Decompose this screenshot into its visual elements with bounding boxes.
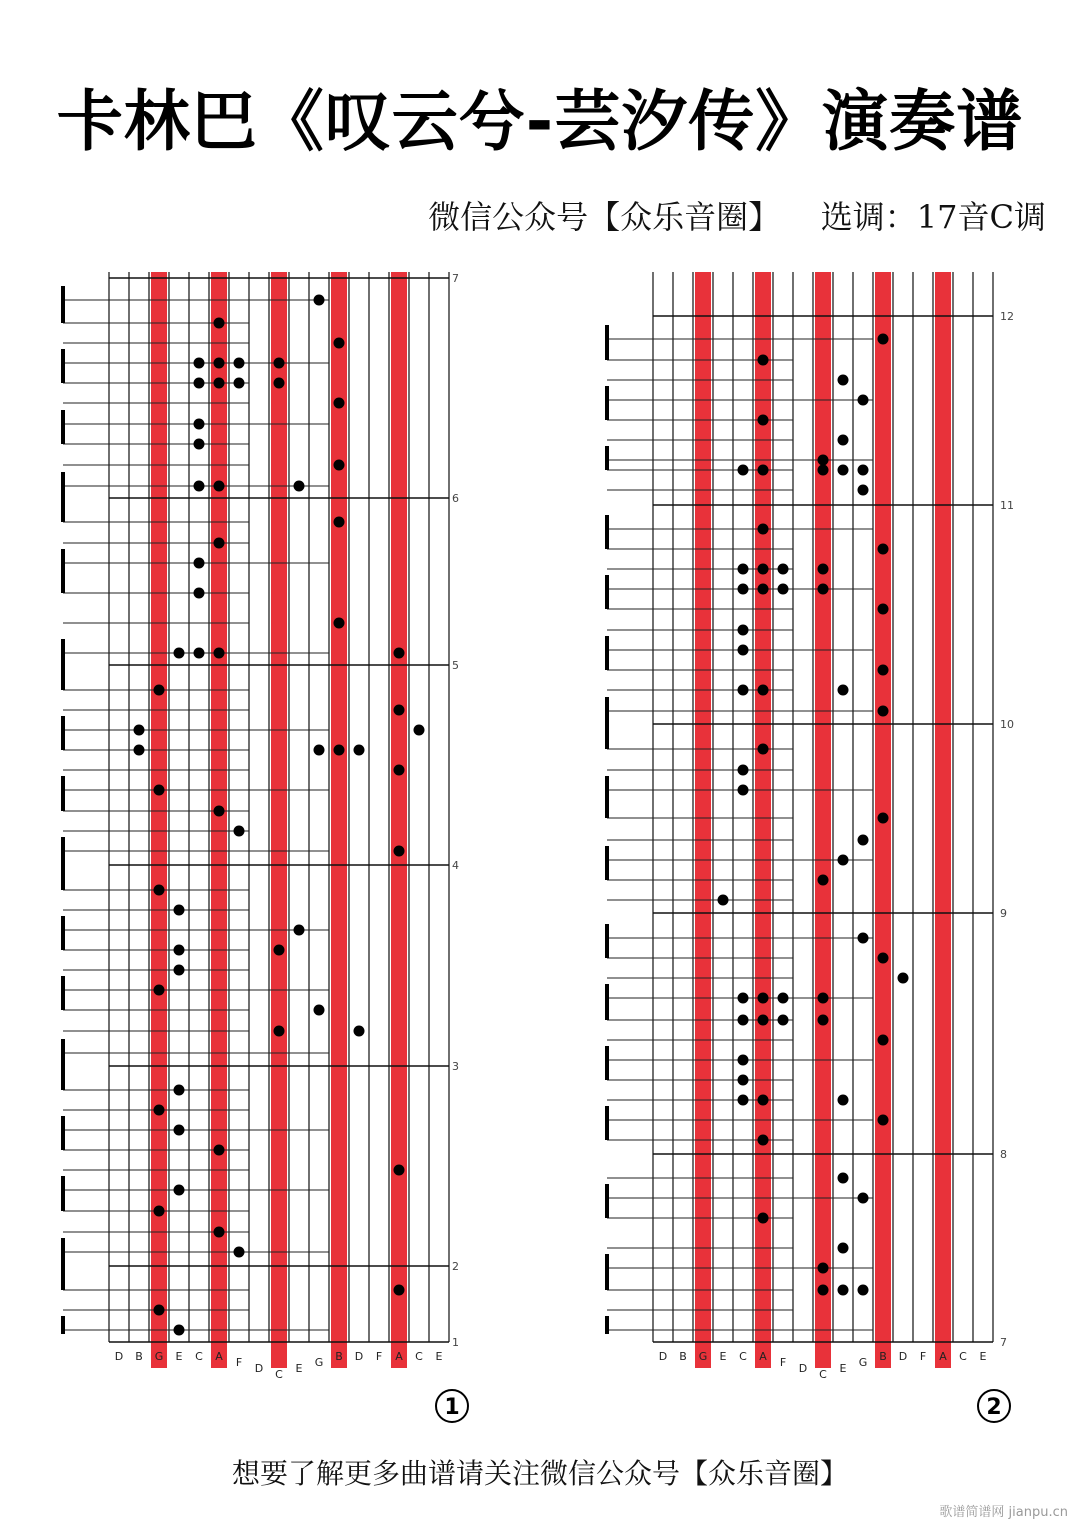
note-dot (334, 517, 345, 528)
measure-number: 4 (452, 859, 459, 872)
note-dot (738, 993, 749, 1004)
note-dot (818, 564, 829, 575)
note-dot (838, 435, 849, 446)
note-dot (738, 1015, 749, 1026)
rhythm-beam (605, 325, 609, 360)
red-tine (755, 272, 771, 1368)
tine-label: A (759, 1350, 767, 1363)
note-dot (758, 744, 769, 755)
tine-label: F (235, 1356, 243, 1369)
note-dot (778, 1015, 789, 1026)
note-dot (878, 1115, 889, 1126)
tine-label: E (295, 1362, 303, 1375)
tine-label: C (415, 1350, 423, 1363)
note-dot (758, 415, 769, 426)
note-dot (174, 905, 185, 916)
note-dot (214, 648, 225, 659)
note-dot (174, 1085, 185, 1096)
measure-number: 2 (452, 1260, 459, 1273)
note-dot (334, 398, 345, 409)
note-dot (818, 455, 829, 466)
note-dot (194, 648, 205, 659)
note-dot (154, 1305, 165, 1316)
note-dot (738, 765, 749, 776)
watermark: 歌谱简谱网 jianpu.cn (939, 1505, 1068, 1520)
note-dot (818, 1263, 829, 1274)
note-dot (214, 806, 225, 817)
tine-label: G (858, 1356, 868, 1369)
note-dot (194, 419, 205, 430)
rhythm-beam (61, 1116, 65, 1150)
red-tine (331, 272, 347, 1368)
tine-label: A (395, 1350, 403, 1363)
note-dot (758, 564, 769, 575)
note-dot (818, 993, 829, 1004)
note-dot (234, 378, 245, 389)
tine-label: B (879, 1350, 887, 1363)
red-tine (935, 272, 951, 1368)
note-dot (174, 648, 185, 659)
subtitle: 微信公众号【众乐音圈】 选调：17音C调 (428, 198, 1046, 236)
note-dot (294, 481, 305, 492)
rhythm-beam (61, 1238, 65, 1290)
note-dot (314, 295, 325, 306)
note-dot (878, 665, 889, 676)
note-dot (818, 875, 829, 886)
red-tine (391, 272, 407, 1368)
note-dot (354, 1026, 365, 1037)
note-dot (154, 1206, 165, 1217)
tine-label: G (314, 1356, 324, 1369)
note-dot (394, 846, 405, 857)
red-tine (271, 272, 287, 1368)
note-dot (758, 993, 769, 1004)
tine-label: E (175, 1350, 183, 1363)
rhythm-beam (61, 349, 65, 383)
note-dot (818, 1015, 829, 1026)
rhythm-beam (61, 1039, 65, 1090)
note-dot (174, 1185, 185, 1196)
measure-number: 7 (1000, 1336, 1007, 1349)
note-dot (354, 745, 365, 756)
rhythm-beam (605, 697, 609, 749)
tine-label: E (719, 1350, 727, 1363)
note-dot (334, 618, 345, 629)
measure-number: 5 (452, 659, 459, 672)
measure-number: 3 (452, 1060, 459, 1073)
red-tine (815, 272, 831, 1368)
note-dot (738, 564, 749, 575)
note-dot (758, 1135, 769, 1146)
rhythm-beam (605, 515, 609, 549)
note-dot (718, 895, 729, 906)
rhythm-beam (605, 1106, 609, 1140)
tine-label: C (819, 1368, 827, 1381)
measure-number: 9 (1000, 907, 1007, 920)
note-dot (274, 945, 285, 956)
note-dot (274, 1026, 285, 1037)
note-dot (818, 1285, 829, 1296)
note-dot (394, 765, 405, 776)
tine-label: F (375, 1350, 383, 1363)
note-dot (838, 1173, 849, 1184)
rhythm-beam (605, 776, 609, 818)
note-dot (154, 685, 165, 696)
tine-label: C (959, 1350, 967, 1363)
note-dot (738, 645, 749, 656)
note-dot (838, 1095, 849, 1106)
note-dot (878, 706, 889, 717)
rhythm-beam (605, 1254, 609, 1290)
note-dot (294, 925, 305, 936)
note-dot (838, 1243, 849, 1254)
note-dot (394, 1165, 405, 1176)
measure-number: 7 (452, 272, 459, 285)
note-dot (738, 625, 749, 636)
tine-label: B (679, 1350, 687, 1363)
note-dot (274, 358, 285, 369)
note-dot (194, 378, 205, 389)
measure-number: 8 (1000, 1148, 1007, 1161)
tine-label: E (839, 1362, 847, 1375)
rhythm-beam (61, 716, 65, 750)
note-dot (738, 1075, 749, 1086)
note-dot (878, 604, 889, 615)
note-dot (878, 813, 889, 824)
panel-badge: 2 (986, 1395, 1002, 1420)
note-dot (778, 564, 789, 575)
rhythm-beam (61, 286, 65, 323)
note-dot (738, 1095, 749, 1106)
measure-number: 6 (452, 492, 459, 505)
note-dot (858, 465, 869, 476)
rhythm-beam (605, 575, 609, 609)
rhythm-beam (61, 916, 65, 950)
red-tine (151, 272, 167, 1368)
note-dot (334, 745, 345, 756)
rhythm-beam (605, 386, 609, 420)
note-dot (334, 338, 345, 349)
tine-label: D (658, 1350, 668, 1363)
measure-number: 12 (1000, 310, 1014, 323)
tine-label: G (698, 1350, 708, 1363)
tine-label: G (154, 1350, 164, 1363)
note-dot (174, 1125, 185, 1136)
note-dot (858, 1285, 869, 1296)
tine-label: D (354, 1350, 364, 1363)
note-dot (878, 1035, 889, 1046)
note-dot (394, 705, 405, 716)
rhythm-beam (61, 410, 65, 444)
rhythm-beam (61, 976, 65, 1010)
note-dot (778, 993, 789, 1004)
note-dot (758, 524, 769, 535)
note-dot (778, 584, 789, 595)
rhythm-beam (61, 549, 65, 593)
rhythm-beam (61, 472, 65, 522)
rhythm-beam (61, 639, 65, 690)
tine-label: C (195, 1350, 203, 1363)
tine-label: B (135, 1350, 143, 1363)
note-dot (758, 584, 769, 595)
note-dot (838, 375, 849, 386)
note-dot (214, 481, 225, 492)
note-dot (314, 1005, 325, 1016)
note-dot (194, 558, 205, 569)
tine-label: C (275, 1368, 283, 1381)
note-dot (838, 465, 849, 476)
note-dot (154, 885, 165, 896)
note-dot (858, 933, 869, 944)
note-dot (738, 685, 749, 696)
rhythm-beam (61, 1316, 65, 1334)
note-dot (234, 826, 245, 837)
note-dot (738, 584, 749, 595)
tine-label: A (939, 1350, 947, 1363)
rhythm-beam (605, 636, 609, 670)
note-dot (214, 538, 225, 549)
note-dot (758, 465, 769, 476)
rhythm-beam (605, 846, 609, 880)
note-dot (838, 855, 849, 866)
note-dot (758, 1213, 769, 1224)
page-title: 卡林巴《叹云兮-芸汐传》演奏谱 (56, 83, 1024, 160)
note-dot (194, 358, 205, 369)
note-dot (394, 1285, 405, 1296)
note-dot (154, 1105, 165, 1116)
note-dot (194, 481, 205, 492)
note-dot (214, 358, 225, 369)
note-dot (394, 648, 405, 659)
tine-label: D (114, 1350, 124, 1363)
note-dot (858, 485, 869, 496)
note-dot (134, 745, 145, 756)
note-dot (838, 685, 849, 696)
rhythm-beam (605, 924, 609, 958)
measure-number: 11 (1000, 499, 1014, 512)
rhythm-beam (61, 1176, 65, 1211)
note-dot (314, 745, 325, 756)
note-dot (738, 1055, 749, 1066)
tine-label: F (779, 1356, 787, 1369)
tine-label: E (979, 1350, 987, 1363)
note-dot (414, 725, 425, 736)
rhythm-beam (61, 776, 65, 811)
tine-label: D (798, 1362, 808, 1375)
note-dot (234, 1247, 245, 1258)
note-dot (818, 584, 829, 595)
note-dot (818, 465, 829, 476)
note-dot (174, 945, 185, 956)
note-dot (858, 1193, 869, 1204)
note-dot (858, 835, 869, 846)
note-dot (858, 395, 869, 406)
note-dot (174, 1325, 185, 1336)
rhythm-beam (605, 984, 609, 1020)
note-dot (214, 378, 225, 389)
note-dot (738, 785, 749, 796)
note-dot (154, 985, 165, 996)
note-dot (738, 465, 749, 476)
note-dot (234, 358, 245, 369)
note-dot (758, 1015, 769, 1026)
note-dot (334, 460, 345, 471)
panel-badge: 1 (444, 1395, 460, 1420)
note-dot (174, 965, 185, 976)
rhythm-beam (61, 837, 65, 890)
note-dot (274, 378, 285, 389)
rhythm-beam (605, 1184, 609, 1218)
note-dot (898, 973, 909, 984)
note-dot (194, 588, 205, 599)
tine-label: D (254, 1362, 264, 1375)
tine-label: C (739, 1350, 747, 1363)
rhythm-beam (605, 1046, 609, 1080)
note-dot (214, 1227, 225, 1238)
tine-label: D (898, 1350, 908, 1363)
tine-label: A (215, 1350, 223, 1363)
note-dot (134, 725, 145, 736)
measure-number: 1 (452, 1336, 459, 1349)
note-dot (878, 334, 889, 345)
note-dot (194, 439, 205, 450)
note-dot (758, 1095, 769, 1106)
note-dot (758, 355, 769, 366)
note-dot (838, 1285, 849, 1296)
note-dot (154, 785, 165, 796)
red-tine (211, 272, 227, 1368)
tine-label: B (335, 1350, 343, 1363)
note-dot (878, 544, 889, 555)
note-dot (214, 1145, 225, 1156)
tine-label: E (435, 1350, 443, 1363)
footer-note: 想要了解更多曲谱请关注微信公众号【众乐音圈】 (231, 1457, 848, 1486)
tine-label: F (919, 1350, 927, 1363)
rhythm-beam (605, 1316, 609, 1334)
note-dot (878, 953, 889, 964)
note-dot (758, 685, 769, 696)
red-tine (695, 272, 711, 1368)
rhythm-beam (605, 446, 609, 470)
note-dot (214, 318, 225, 329)
measure-number: 10 (1000, 718, 1014, 731)
